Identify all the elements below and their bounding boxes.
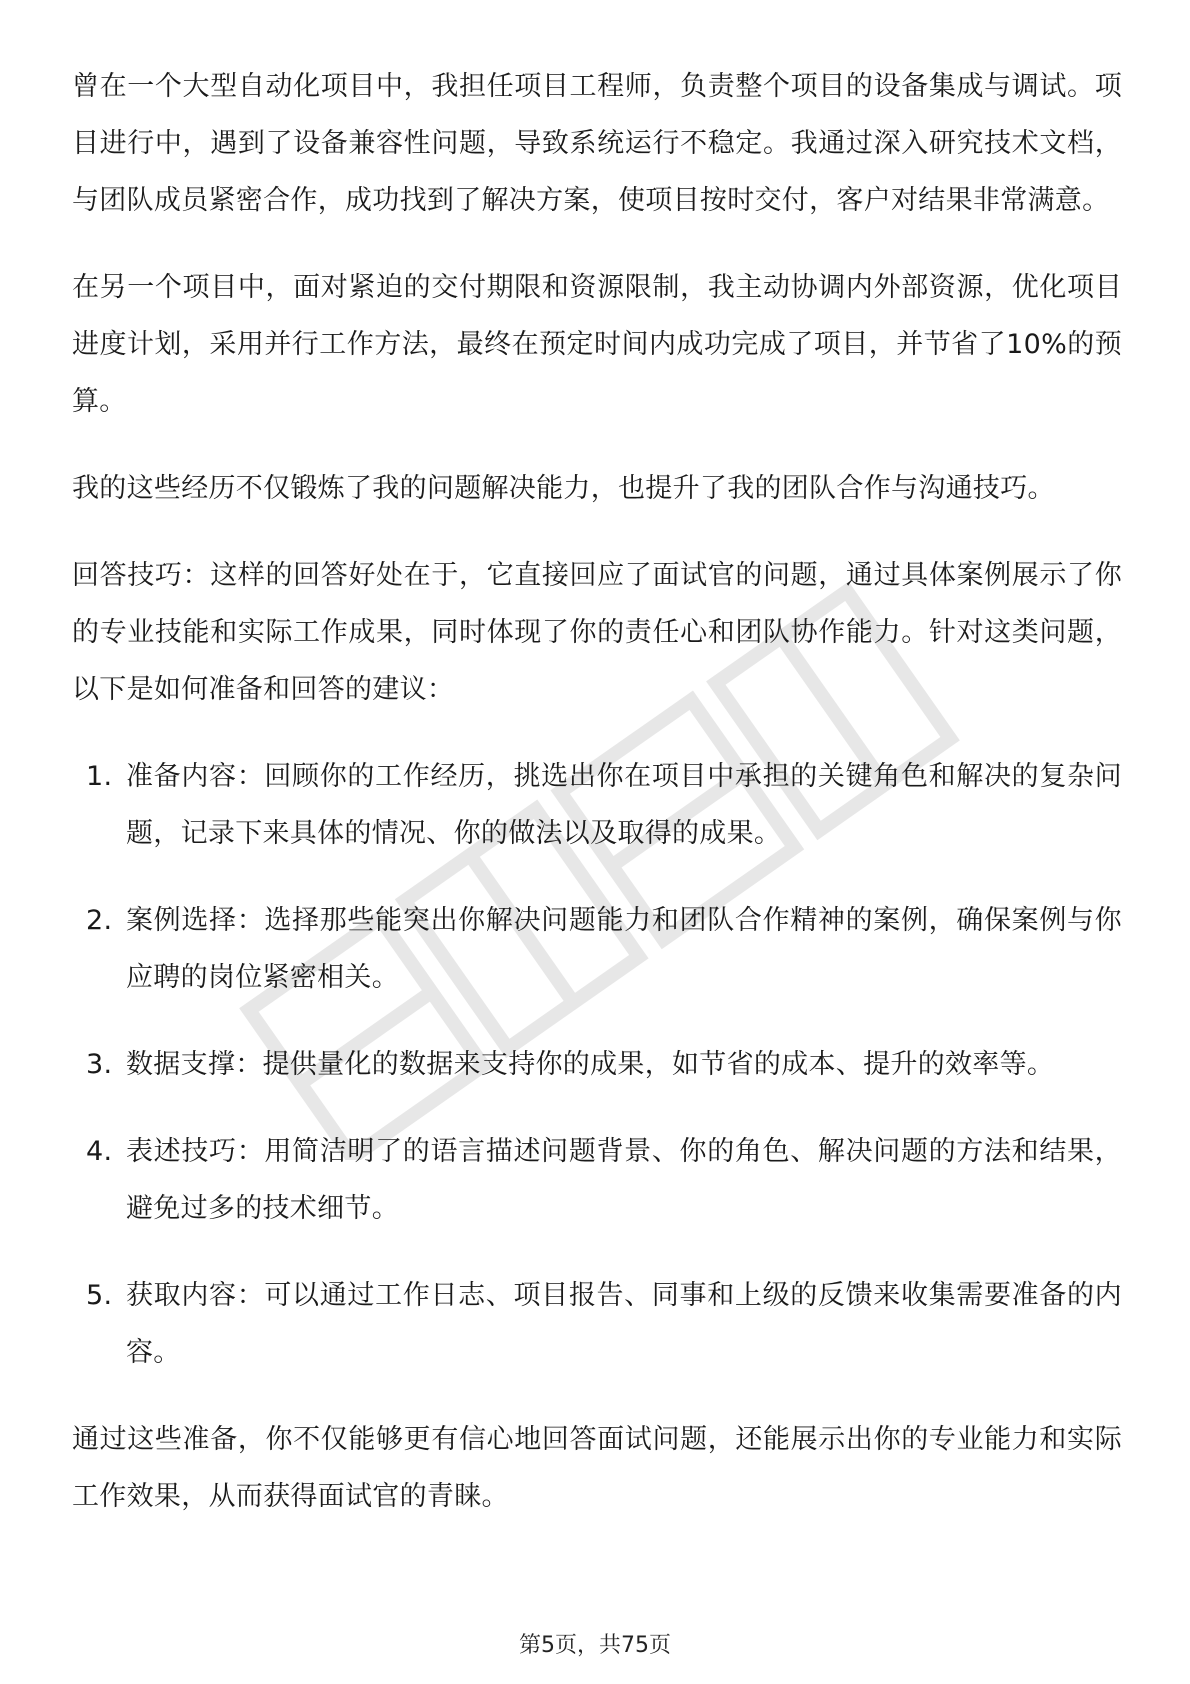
list-item-number: 4. <box>86 1136 113 1167</box>
list-item-number: 5. <box>86 1280 113 1311</box>
paragraph-skills-summary: 我的这些经历不仅锻炼了我的问题解决能力，也提升了我的团队合作与沟通技巧。 <box>72 473 1055 504</box>
paragraph-project-experience-1: 曾在一个大型自动化项目中，我担任项目工程师，负责整个项目的设备集成与调试。项目进行中，遇到了设备兼容性问题，导致系统运行不稳定。我通过深入研究技术文档，与团队成员紧密合作，成功找到了解决方案，使项目按时交付，客户对结果非常满意。 <box>72 71 1122 216</box>
list-item <box>72 1123 1122 1237</box>
list-item-text: 准备内容：回顾你的工作经历，挑选出你在项目中承担的关键角色和解决的复杂问题，记录下来具体的情况、你的做法以及取得的成果。 <box>126 761 1122 849</box>
list-item-text: 案例选择：选择那些能突出你解决问题能力和团队合作精神的案例，确保案例与你应聘的岗位紧密相关。 <box>126 905 1122 993</box>
list-item-text: 获取内容：可以通过工作日志、项目报告、同事和上级的反馈来收集需要准备的内容。 <box>126 1280 1122 1368</box>
list-item <box>72 1267 1122 1381</box>
list-item-text: 表述技巧：用简洁明了的语言描述问题背景、你的角色、解决问题的方法和结果，避免过多的技术细节。 <box>126 1136 1122 1224</box>
page-content <box>72 58 1122 1555</box>
list-item <box>72 748 1122 862</box>
list-item-number: 2. <box>86 905 113 936</box>
list-item-text: 数据支撑：提供量化的数据来支持你的成果，如节省的成本、提升的效率等。 <box>126 1049 1055 1080</box>
list-item-number: 3. <box>86 1049 113 1080</box>
page-number-footer: 第5页，共75页 <box>519 1633 671 1658</box>
paragraph-answer-tips: 回答技巧：这样的回答好处在于，它直接回应了面试官的问题，通过具体案例展示了你的专业技能和实际工作成果，同时体现了你的责任心和团队协作能力。针对这类问题，以下是如何准备和回答的建议： <box>72 560 1122 705</box>
list-item-number: 1. <box>86 761 113 792</box>
paragraph-project-experience-2: 在另一个项目中，面对紧迫的交付期限和资源限制，我主动协调内外部资源，优化项目进度计划，采用并行工作方法，最终在预定时间内成功完成了项目，并节省了10%的预算。 <box>72 272 1122 417</box>
list-item <box>72 1036 1122 1093</box>
tips-list <box>72 748 1122 1381</box>
list-item <box>72 892 1122 1006</box>
paragraph-conclusion: 通过这些准备，你不仅能够更有信心地回答面试问题，还能展示出你的专业能力和实际工作效果，从而获得面试官的青睐。 <box>72 1424 1122 1512</box>
